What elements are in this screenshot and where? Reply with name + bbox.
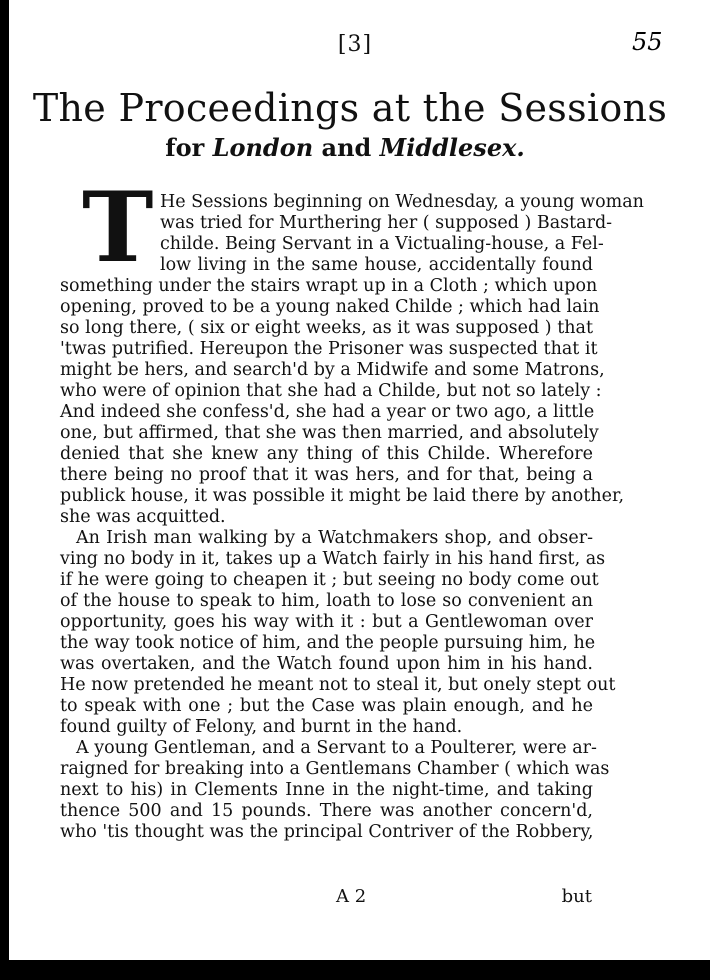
- page-number: [3]: [337, 32, 373, 57]
- body-line: ving no body in it, takes up a Watch fairly in his hand first, as: [60, 549, 606, 569]
- page-footer: [0, 886, 710, 908]
- body-line: was tried for Murthering her ( supposed ) Bastard-: [160, 213, 613, 233]
- body-line: next to his) in Clements Inne in the night-time, and taking: [60, 780, 593, 800]
- body-line: who 'tis thought was the principal Contriver of the Robbery,: [60, 822, 594, 842]
- body-line: And indeed she confess'd, she had a year or two ago, a little: [60, 402, 595, 422]
- body-line: was overtaken, and the Watch found upon him in his hand.: [60, 654, 593, 674]
- body-line: something under the stairs wrapt up in a Cloth ; which upon: [60, 276, 598, 296]
- body-line: He Sessions beginning on Wednesday, a young woman: [160, 192, 644, 212]
- body-line: one, but affirmed, that she was then married, and absolutely: [60, 423, 599, 443]
- body-line: might be hers, and search'd by a Midwife and some Matrons,: [60, 360, 605, 380]
- body-line: He now pretended he meant not to steal it, but onely stept out: [60, 675, 616, 695]
- body-line: to speak with one ; but the Case was plain enough, and he: [60, 696, 593, 716]
- subtitle-middlesex: Middlesex.: [379, 133, 525, 162]
- handwritten-folio: 55: [632, 28, 663, 56]
- drop-cap: T: [82, 171, 154, 284]
- catchword: but: [561, 886, 592, 907]
- body-line: she was acquitted.: [60, 507, 226, 527]
- body-line: A young Gentleman, and a Servant to a Poulterer, were ar-: [76, 738, 597, 758]
- body-line: opportunity, goes his way with it : but a Gentlewoman over: [60, 612, 593, 632]
- page-subtitle: [0, 133, 690, 162]
- body-line: publick house, it was possible it might be laid there by another,: [60, 486, 625, 506]
- page-title: The Proceedings at the Sessions: [32, 86, 668, 130]
- body-line: An Irish man walking by a Watchmakers shop, and obser-: [76, 528, 593, 548]
- subtitle-and: and: [313, 133, 380, 162]
- body-line: if he were going to cheapen it ; but seeing no body come out: [60, 570, 599, 590]
- body-line: denied that she knew any thing of this Childe. Wherefore: [60, 444, 593, 464]
- body-line: the way took notice of him, and the people pursuing him, he: [60, 633, 596, 653]
- body-line: raigned for breaking into a Gentlemans Chamber ( which was: [60, 759, 610, 779]
- body-line: opening, proved to be a young naked Childe ; which had lain: [60, 297, 600, 317]
- body-line: there being no proof that it was hers, and for that, being a: [60, 465, 593, 485]
- body-line: thence 500 and 15 pounds. There was another concern'd,: [60, 801, 593, 821]
- body-line: childe. Being Servant in a Victualing-house, a Fel-: [160, 234, 604, 254]
- scan-edge-bottom: [0, 960, 710, 980]
- body-line: low living in the same house, accidentally found: [160, 255, 593, 275]
- body-line: who were of opinion that she had a Childe, but not so lately :: [60, 381, 602, 401]
- signature-mark: A 2: [336, 886, 367, 907]
- body-line: of the house to speak to him, loath to lose so convenient an: [60, 591, 593, 611]
- body-line: 'twas putrified. Hereupon the Prisoner was suspected that it: [60, 339, 598, 359]
- body-line: so long there, ( six or eight weeks, as it was supposed ) that: [60, 318, 593, 338]
- subtitle-for: for: [165, 133, 213, 162]
- subtitle-london: London: [212, 133, 314, 162]
- body-line: found guilty of Felony, and burnt in the hand.: [60, 717, 463, 737]
